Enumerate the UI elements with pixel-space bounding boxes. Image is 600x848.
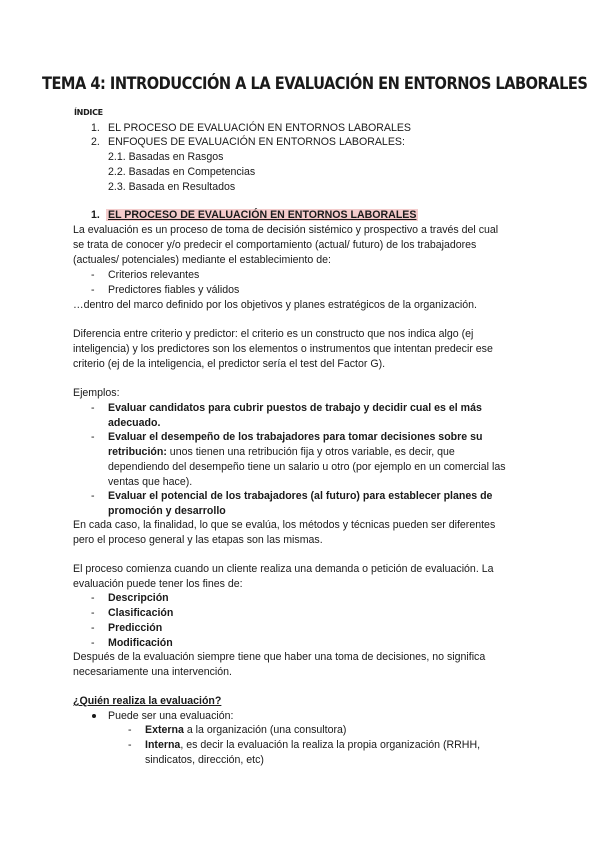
- purpose-item: Modificación: [108, 637, 173, 649]
- bullet-text: Puede ser una evaluación:: [108, 710, 234, 722]
- bullet-icon: [92, 714, 96, 718]
- purpose-item: Clasificación: [108, 607, 174, 619]
- example-line: adecuado.: [108, 417, 161, 429]
- paragraph-line: se trata de conocer y/o predecir el comportamiento (actual/ futuro) de los trabajadores: [73, 239, 477, 251]
- index-heading: ÍNDICE: [74, 108, 103, 117]
- paragraph-line: El proceso comienza cuando un cliente realiza una demanda o petición de evaluación. La: [73, 563, 494, 575]
- who-item-continuation: sindicatos, dirección, etc): [145, 754, 264, 766]
- dash-marker: -: [91, 607, 95, 619]
- example-line: dependiendo del desempeño tiene un salario u otro (por ejemplo en un comercial las: [108, 461, 506, 473]
- dash-marker: -: [91, 622, 95, 634]
- index-subitem: 2.1. Basadas en Rasgos: [108, 151, 224, 163]
- index-subitem: 2.3. Basada en Resultados: [108, 181, 236, 193]
- who-item: [145, 723, 346, 738]
- paragraph-line: En cada caso, la finalidad, lo que se evalúa, los métodos y técnicas pueden ser diferentes: [73, 519, 496, 531]
- who-item-bold: Externa: [145, 724, 184, 736]
- dash-marker: -: [91, 637, 95, 649]
- section-number: 1.: [91, 209, 100, 221]
- dash-marker: -: [91, 402, 95, 414]
- example-line: promoción y desarrollo: [108, 505, 226, 517]
- example-line: Evaluar el potencial de los trabajadores (al futuro) para establecer planes de: [108, 490, 493, 502]
- dash-marker: -: [91, 490, 95, 502]
- paragraph-line: criterio (ej de la inteligencia, el predictor sería el test del Factor G).: [73, 358, 386, 370]
- paragraph-line: necesariamente una intervención.: [73, 666, 233, 678]
- criteria-item: Criterios relevantes: [108, 269, 200, 281]
- index-subitem: 2.2. Basadas en Competencias: [108, 166, 256, 178]
- paragraph-line: Después de la evaluación siempre tiene que haber una toma de decisiones, no significa: [73, 651, 486, 663]
- paragraph-line: (actuales/ potenciales) mediante el establecimiento de:: [73, 254, 331, 266]
- example-bold: retribución:: [108, 446, 167, 458]
- paragraph-line: pero el proceso general y las etapas son las mismas.: [73, 534, 323, 546]
- dash-marker: -: [128, 739, 132, 751]
- index-item-label: ENFOQUES DE EVALUACIÓN EN ENTORNOS LABORALES:: [108, 136, 405, 148]
- dash-marker: -: [91, 431, 95, 443]
- examples-label: Ejemplos:: [73, 387, 120, 399]
- example-rest: unos tienen una retribución fija y otros variable, es decir, que: [166, 446, 455, 458]
- index-item-label: EL PROCESO DE EVALUACIÓN EN ENTORNOS LABORALES: [108, 122, 411, 134]
- index-item-num: 2.: [91, 136, 100, 148]
- who-item-rest: a la organización (una consultora): [183, 724, 347, 736]
- dash-marker: -: [91, 592, 95, 604]
- paragraph-line: evaluación puede tener los fines de:: [73, 578, 243, 590]
- criteria-item: Predictores fiables y válidos: [108, 284, 240, 296]
- page-title: TEMA 4: INTRODUCCIÓN A LA EVALUACIÓN EN ENTORNOS LABORALES: [42, 74, 588, 94]
- paragraph-line: La evaluación es un proceso de toma de decisión sistémico y prospectivo a través del cual: [73, 224, 499, 236]
- example-line: Evaluar el desempeño de los trabajadores para tomar decisiones sobre su: [108, 431, 483, 443]
- who-item-bold: Interna: [145, 739, 181, 751]
- paragraph-line: inteligencia) y los predictores son los elementos o instrumentos que intentan predecir ese: [73, 343, 493, 355]
- who-heading: ¿Quién realiza la evaluación?: [73, 695, 222, 707]
- dash-marker: -: [128, 724, 132, 736]
- section-heading: [106, 208, 418, 223]
- section-heading-text: EL PROCESO DE EVALUACIÓN EN ENTORNOS LABORALES: [108, 209, 417, 221]
- paragraph-line: …dentro del marco definido por los objetivos y planes estratégicos de la organización.: [73, 299, 477, 311]
- purpose-item: Descripción: [108, 592, 169, 604]
- paragraph-line: Diferencia entre criterio y predictor: el criterio es un constructo que nos indica algo (ej: [73, 328, 474, 340]
- purpose-item: Predicción: [108, 622, 163, 634]
- example-line: ventas que hace).: [108, 476, 193, 488]
- example-line: [108, 445, 455, 460]
- who-item-rest: , es decir la evaluación la realiza la propia organización (RRHH,: [180, 739, 481, 751]
- dash-marker: -: [91, 284, 95, 296]
- who-item: [145, 738, 480, 753]
- dash-marker: -: [91, 269, 95, 281]
- example-line: Evaluar candidatos para cubrir puestos de trabajo y decidir cual es el más: [108, 402, 482, 414]
- index-item-num: 1.: [91, 122, 100, 134]
